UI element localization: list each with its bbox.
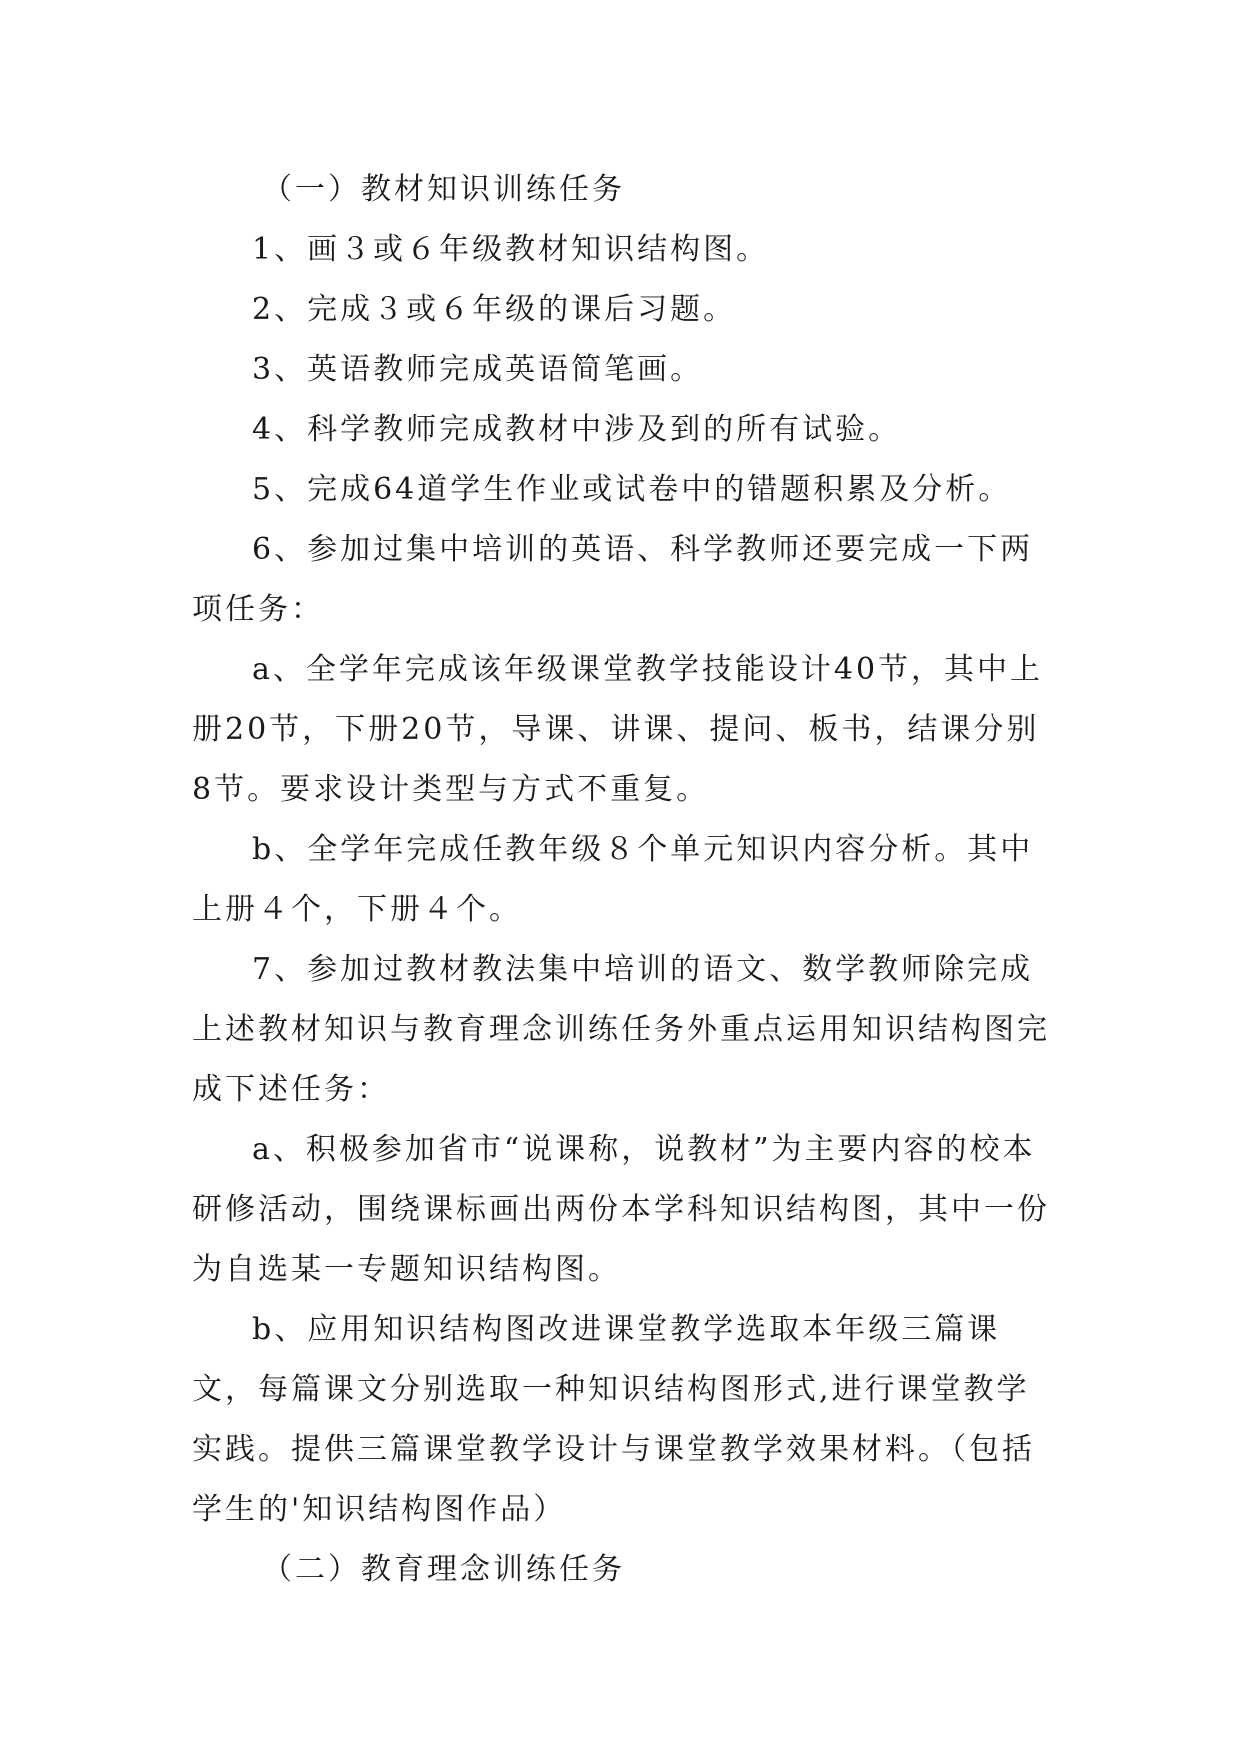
- task-item-6: 6、参加过集中培训的英语、科学教师还要完成一下两项任务：: [192, 532, 1034, 627]
- section-heading-textbook-knowledge: （一）教材知识训练任务: [262, 172, 625, 207]
- task-item-7a: a、积极参加省市“说课称，说教材”为主要内容的校本研修活动，围绕课标画出两份本学科知识结构图，其中一份为自选某一专题知识结构图。: [192, 1132, 1050, 1287]
- task-item-2: 2、完成３或６年级的课后习题。: [252, 292, 737, 327]
- section-heading-education-concept: （二）教育理念训练任务: [262, 1552, 625, 1587]
- task-item-7: 7、参加过教材教法集中培训的语文、数学教师除完成上述教材知识与教育理念训练任务外重点运用知识结构图完成下述任务：: [192, 952, 1050, 1107]
- task-item-6a: a、全学年完成该年级课堂教学技能设计40节，其中上册20节，下册20节，导课、讲课、提问、板书，结课分别8节。要求设计类型与方式不重复。: [192, 652, 1044, 807]
- task-item-6b: b、全学年完成任教年级８个单元知识内容分析。其中上册４个，下册４个。: [192, 832, 1034, 927]
- task-item-7b: b、应用知识结构图改进课堂教学选取本年级三篇课文，每篇课文分别选取一种知识结构图形式,进行课堂教学实践。提供三篇课堂教学设计与课堂教学效果材料。（包括学生的'知识结构图作品）: [192, 1312, 1035, 1527]
- task-item-3: 3、英语教师完成英语简笔画。: [252, 352, 704, 387]
- task-item-5: 5、完成64道学生作业或试卷中的错题积累及分析。: [252, 472, 1012, 507]
- document-body: [192, 160, 1052, 1600]
- task-item-4: 4、科学教师完成教材中涉及到的所有试验。: [252, 412, 902, 447]
- task-item-1: 1、画３或６年级教材知识结构图。: [252, 232, 770, 267]
